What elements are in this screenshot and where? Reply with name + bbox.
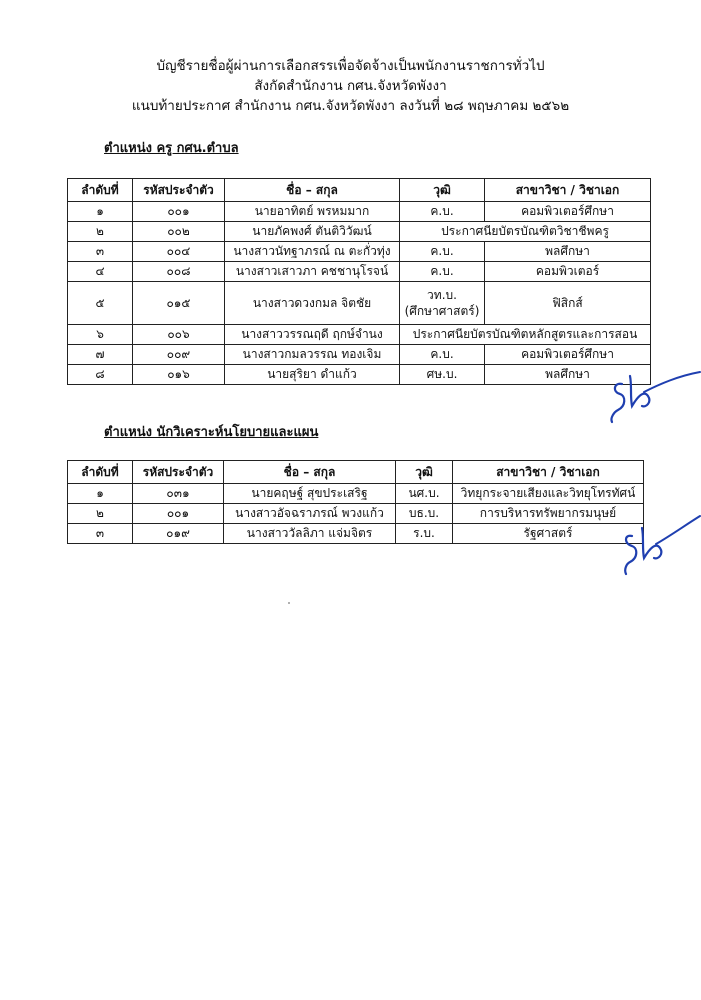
cell-major: รัฐศาสตร์ — [453, 524, 644, 544]
cell-code: ๐๐๘ — [133, 262, 225, 282]
header-name: ชื่อ – สกุล — [225, 179, 400, 202]
scan-speck — [288, 602, 290, 604]
cell-order: ๘ — [68, 365, 133, 385]
cell-major: คอมพิวเตอร์ศึกษา — [485, 202, 651, 222]
cell-order: ๑ — [68, 202, 133, 222]
title-line-1: บัญชีรายชื่อผู้ผ่านการเลือกสรรเพื่อจัดจ้างเป็นพนักงานราชการทั่วไป — [156, 58, 545, 74]
cell-name: นางสาวอัจฉราภรณ์ พวงแก้ว — [224, 504, 396, 524]
cell-major: พลศึกษา — [485, 365, 651, 385]
cell-order: ๓ — [68, 242, 133, 262]
table-row — [68, 345, 651, 365]
header-name: ชื่อ – สกุล — [224, 461, 396, 484]
cell-code: ๐๑๕ — [133, 282, 225, 325]
cell-code: ๐๑๖ — [133, 365, 225, 385]
table-row — [68, 242, 651, 262]
cell-degree: ค.บ. — [400, 242, 485, 262]
cell-order: ๑ — [68, 484, 133, 504]
table-header-row — [68, 461, 644, 484]
cell-code: ๐๐๒ — [133, 222, 225, 242]
cell-name: นางสาววัลลิภา แจ่มจิตร — [224, 524, 396, 544]
cell-major: คอมพิวเตอร์ — [485, 262, 651, 282]
cell-degree: นศ.บ. — [396, 484, 453, 504]
title-line-2: สังกัดสำนักงาน กศน.จังหวัดพังงา — [254, 78, 447, 94]
cell-major: ประกาศนียบัตรบัณฑิตหลักสูตรและการสอน — [400, 325, 651, 345]
cell-name: นายคฤษฐ์ สุขประเสริฐ — [224, 484, 396, 504]
cell-degree: ศษ.บ. — [400, 365, 485, 385]
table-header-row — [68, 179, 651, 202]
table-row — [68, 202, 651, 222]
title-line-3: แนบท้ายประกาศ สำนักงาน กศน.จังหวัดพังงา ลงวันที่ ๒๘ พฤษภาคม ๒๕๖๒ — [131, 98, 570, 114]
cell-major: วิทยุกระจายเสียงและวิทยุโทรทัศน์ — [453, 484, 644, 504]
cell-code: ๐๐๑ — [133, 202, 225, 222]
cell-code: ๐๐๑ — [133, 504, 224, 524]
cell-code: ๐๓๑ — [133, 484, 224, 504]
cell-degree: ค.บ. — [400, 345, 485, 365]
table-row — [68, 262, 651, 282]
header-major: สาขาวิชา / วิชาเอก — [485, 179, 651, 202]
cell-order: ๓ — [68, 524, 133, 544]
cell-degree: ค.บ. — [400, 262, 485, 282]
section-heading-teacher: ตำแหน่ง ครู กศน.ตำบล — [104, 141, 239, 156]
degree-line-1: วท.บ. — [427, 288, 457, 302]
header-degree: วุฒิ — [400, 179, 485, 202]
cell-order: ๗ — [68, 345, 133, 365]
header-order: ลำดับที่ — [68, 179, 133, 202]
cell-major: การบริหารทรัพยากรมนุษย์ — [453, 504, 644, 524]
teacher-table — [67, 178, 651, 385]
degree-line-2: (ศึกษาศาสตร์) — [404, 304, 480, 318]
section-heading-planner: ตำแหน่ง นักวิเคราะห์นโยบายและแผน — [104, 425, 319, 440]
table-row — [68, 222, 651, 242]
header-order: ลำดับที่ — [68, 461, 133, 484]
cell-name: นางสาววรรณฤดี ฤกษ์จำนง — [225, 325, 400, 345]
cell-major: ฟิสิกส์ — [485, 282, 651, 325]
cell-order: ๖ — [68, 325, 133, 345]
cell-name: นายภัคพงศ์ ตันติวิวัฒน์ — [225, 222, 400, 242]
table-row — [68, 504, 644, 524]
table-row — [68, 325, 651, 345]
cell-degree: บธ.บ. — [396, 504, 453, 524]
signature-mark-2 — [622, 510, 701, 576]
cell-code: ๐๐๖ — [133, 325, 225, 345]
cell-order: ๒ — [68, 222, 133, 242]
table-row — [68, 365, 651, 385]
header-code: รหัสประจำตัว — [133, 461, 224, 484]
signature-mark-1 — [608, 362, 701, 426]
cell-major: พลศึกษา — [485, 242, 651, 262]
cell-name: นางสาวเสาวภา คชชานุโรจน์ — [225, 262, 400, 282]
header-major: สาขาวิชา / วิชาเอก — [453, 461, 644, 484]
table-row — [68, 524, 644, 544]
cell-major: คอมพิวเตอร์ศึกษา — [485, 345, 651, 365]
cell-code: ๐๐๙ — [133, 345, 225, 365]
cell-order: ๕ — [68, 282, 133, 325]
table-row — [68, 282, 651, 325]
cell-degree: ค.บ. — [400, 202, 485, 222]
cell-name: นางสาวนัทฐาภรณ์ ณ ตะกั่วทุ่ง — [225, 242, 400, 262]
cell-code: ๐๐๔ — [133, 242, 225, 262]
cell-name: นางสาวดวงกมล จิตชัย — [225, 282, 400, 325]
header-code: รหัสประจำตัว — [133, 179, 225, 202]
header-degree: วุฒิ — [396, 461, 453, 484]
cell-name: นายสุริยา ดำแก้ว — [225, 365, 400, 385]
cell-order: ๔ — [68, 262, 133, 282]
cell-degree: ร.บ. — [396, 524, 453, 544]
cell-major: ประกาศนียบัตรบัณฑิตวิชาชีพครู — [400, 222, 651, 242]
cell-order: ๒ — [68, 504, 133, 524]
cell-code: ๐๑๙ — [133, 524, 224, 544]
cell-name: นางสาวกมลวรรณ ทองเจิม — [225, 345, 400, 365]
cell-degree — [400, 282, 485, 325]
table-row — [68, 484, 644, 504]
planner-table — [67, 460, 644, 544]
document-title — [0, 56, 701, 116]
cell-name: นายอาทิตย์ พรหมมาก — [225, 202, 400, 222]
